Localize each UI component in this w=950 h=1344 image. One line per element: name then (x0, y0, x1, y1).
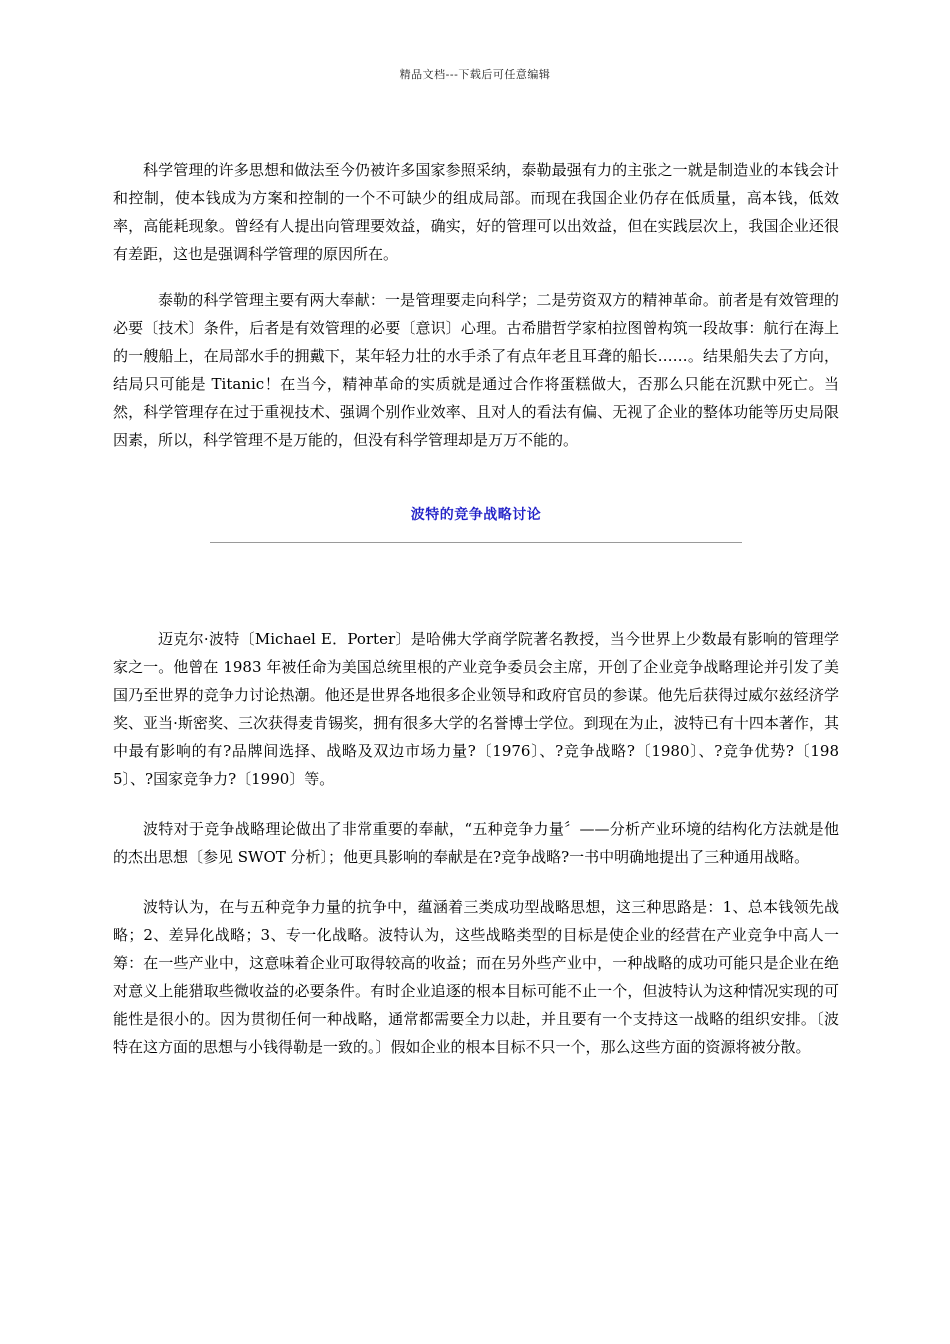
paragraph-five-forces: 波特对于竞争战略理论做出了非常重要的奉献，“五种竞争力量〞——分析产业环境的结构化方法就是他的杰出思想〔参见 SWOT 分析〕；他更具影响的奉献是在?竞争战略?一书中明确地提出了三种通用战略。 (113, 820, 839, 866)
section-title: 波特的竞争战略讨论 (410, 507, 542, 523)
section-divider (210, 542, 742, 543)
paragraph-generic-strategies: 波特认为，在与五种竞争力量的抗争中，蕴涵着三类成功型战略思想，这三种思路是：1、总本钱领先战略；2、差异化战略；3、专一化战略。波特认为，这些战略类型的目标是使企业的经营在产业竞争中高人一筹：在一些产业中，这意味着企业可取得较高的收益；而在另外些产业中，一种战略的成功可能只是企业在绝对意义上能猎取些微收益的必要条件。有时企业追逐的根本目标可能不止一个，但波特认为这种情况实现的可能性是很小的。因为贯彻任何一种战略，通常都需要全力以赴，并且要有一个支持这一战略的组织安排。〔波特在这方面的思想与小钱得勒是一致的。〕假如企业的根本目标不只一个，那么这些方面的资源将被分散。 (113, 898, 839, 1056)
document-body (113, 156, 839, 1061)
paragraph-scientific-management-intro: 科学管理的许多思想和做法至今仍被许多国家参照采纳，泰勒最强有力的主张之一就是制造业的本钱会计和控制，使本钱成为方案和控制的一个不可缺少的组成局部。而现在我国企业仍存在低质量，高本钱，低效率，高能耗现象。曾经有人提出向管理要效益，确实，好的管理可以出效益，但在实践层次上，我国企业还很有差距，这也是强调科学管理的原因所在。 (113, 161, 839, 263)
paragraph-porter-bio: 迈克尔·波特〔Michael E．Porter〕是哈佛大学商学院著名教授，当今世界上少数最有影响的管理学家之一。他曾在 1983 年被任命为美国总统里根的产业竞争委员会主席，开创了企业竞争战略理论并引发了美国乃至世界的竞争力讨论热潮。他还是世界各地很多企业领导和政府官员的参谋。他先后获得过威尔兹经济学奖、亚当·斯密奖、三次获得麦肯锡奖，拥有很多大学的名誉博士学位。到现在为止，波特已有十四本著作，其中最有影响的有?品牌间选择、战略及双边市场力量?〔1976〕、?竞争战略?〔1980〕、?竞争优势?〔1985〕、?国家竞争力?〔1990〕等。 (113, 630, 839, 788)
page-header: 精品文档---下载后可任意编辑 (399, 68, 551, 81)
paragraph-taylor-contributions: 泰勒的科学管理主要有两大奉献：一是管理要走向科学；二是劳资双方的精神革命。前者是有效管理的必要〔技术〕条件，后者是有效管理的必要〔意识〕心理。古希腊哲学家柏拉图曾构筑一段故事：航行在海上的一艘船上，在局部水手的拥戴下，某年轻力壮的水手杀了有点年老且耳聋的船长……。结果船失去了方向，结局只可能是 Titanic！在当今，精神革命的实质就是通过合作将蛋糕做大，否那么只能在沉默中死亡。当然，科学管理存在过于重视技术、强调个别作业效率、且对人的看法有偏、无视了企业的整体功能等历史局限因素，所以，科学管理不是万能的，但没有科学管理却是万万不能的。 (113, 291, 839, 449)
